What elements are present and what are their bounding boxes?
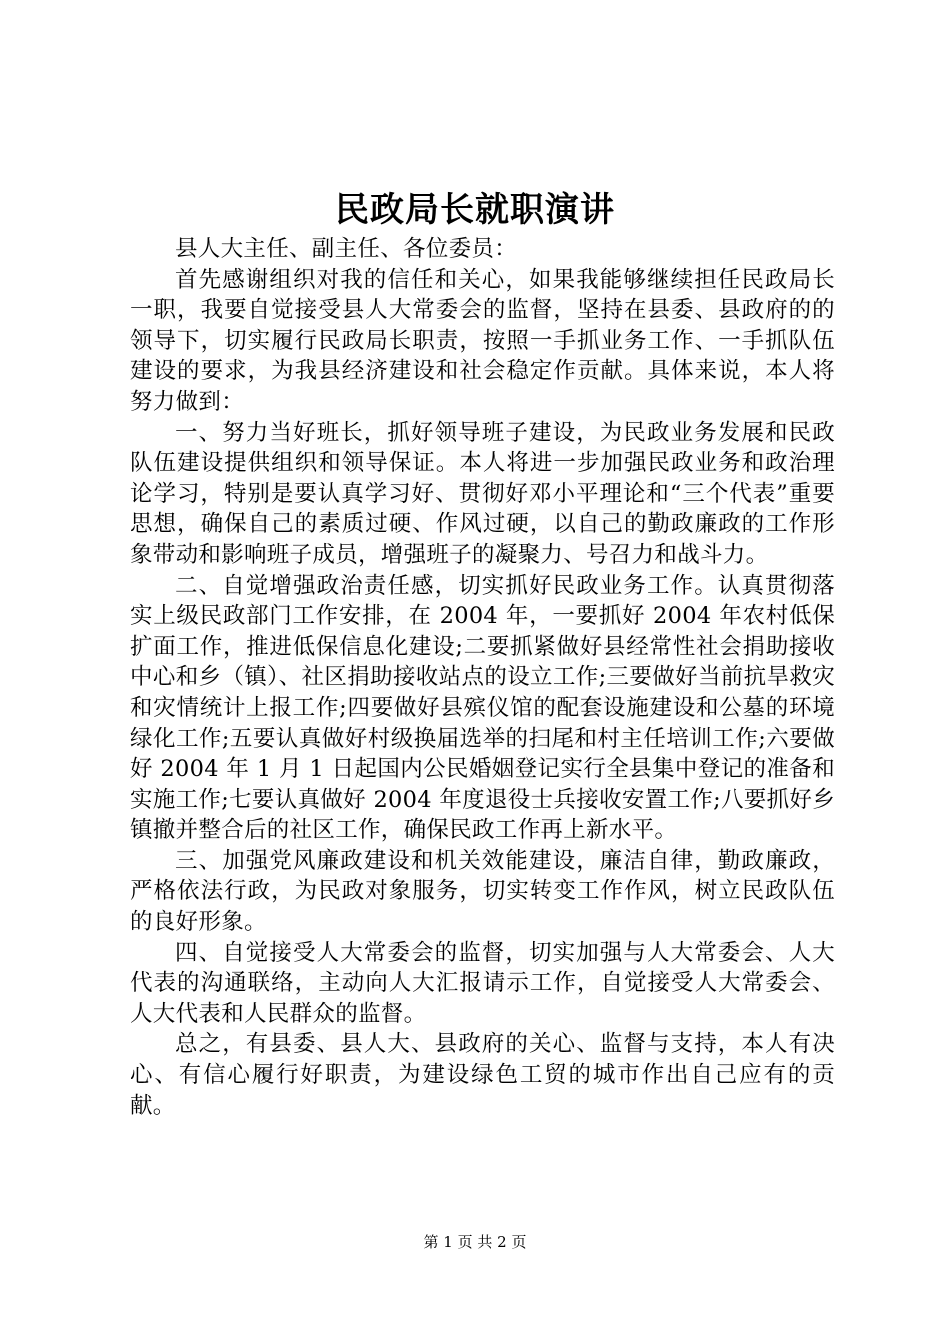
paragraph-point-2: 二、自觉增强政治责任感，切实抓好民政业务工作。认真贯彻落实上级民政部门工作安排，在 2004 年，一要抓好 2004 年农村低保扩面工作，推进低保信息化建设;二要抓紧做好县经常性社会捐助接收中心和乡（镇）、社区捐助接收站点的设立工作;三要做好当前抗旱救灾和灾情统计上报工作;四要做好县殡仪馆的配套设施建设和公墓的环境绿化工作;五要认真做好村级换届选举的扫尾和村主任培训工作;六要做好 2004 年 1 月 1 日起国内公民婚姻登记实行全县集中登记的准备和实施工作;七要认真做好 2004 年度退役士兵接收安置工作;八要抓好乡镇撤并整合后的社区工作，确保民政工作再上新水平。 [130, 572, 835, 844]
paragraph-point-3: 三、加强党风廉政建设和机关效能建设，廉洁自律，勤政廉政，严格依法行政，为民政对象服务，切实转变工作作风，树立民政队伍的良好形象。 [130, 847, 835, 936]
page-footer: 第 1 页 共 2 页 [423, 1233, 527, 1251]
paragraph-intro: 首先感谢组织对我的信任和关心，如果我能够继续担任民政局长一职，我要自觉接受县人大常委会的监督，坚持在县委、县政府的的领导下，切实履行民政局长职责，按照一手抓业务工作、一手抓队伍建设的要求，为我县经济建设和社会稳定作贡献。具体来说，本人将努力做到： [130, 266, 835, 415]
document-body [130, 234, 835, 1121]
paragraph-conclusion: 总之，有县委、县人大、县政府的关心、监督与支持，本人有决心、有信心履行好职责，为建设绿色工贸的城市作出自己应有的贡献。 [130, 1031, 835, 1119]
paragraph-point-4: 四、自觉接受人大常委会的监督，切实加强与人大常委会、人大代表的沟通联络，主动向人大汇报请示工作，自觉接受人大常委会、人大代表和人民群众的监督。 [130, 939, 835, 1027]
salutation: 县人大主任、副主任、各位委员： [175, 236, 518, 262]
paragraph-point-1: 一、努力当好班长，抓好领导班子建设，为民政业务发展和民政队伍建设提供组织和领导保证。本人将进一步加强民政业务和政治理论学习，特别是要认真学习好、贯彻好邓小平理论和“三个代表”重要思想，确保自己的素质过硬、作风过硬，以自己的勤政廉政的工作形象带动和影响班子成员，增强班子的凝聚力、号召力和战斗力。 [130, 419, 835, 568]
document-title: 民政局长就职演讲 [335, 190, 615, 230]
